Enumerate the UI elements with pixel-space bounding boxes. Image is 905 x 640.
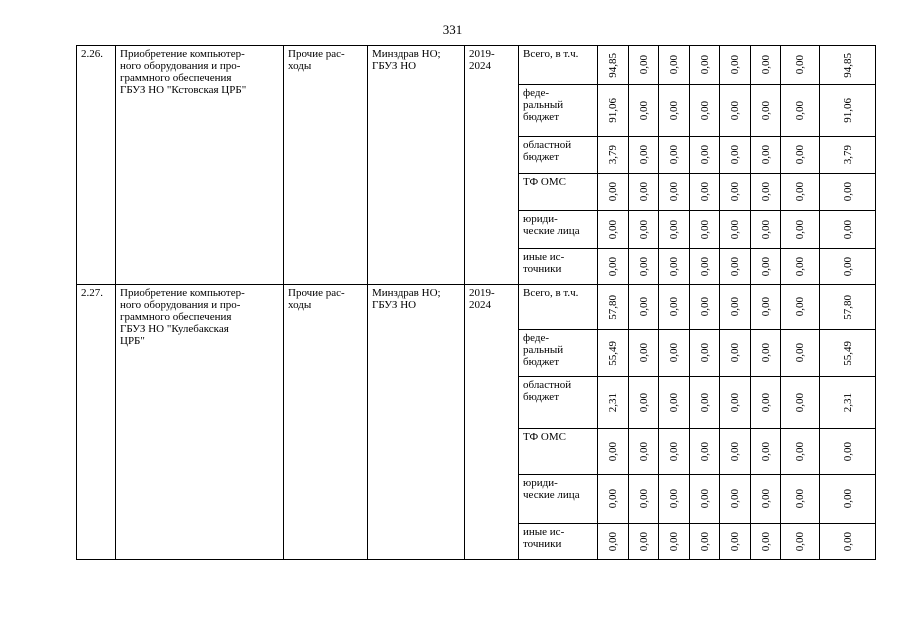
value-text: 0,00 [759,531,772,552]
value-cell [629,137,659,174]
source-label-line: точники [523,538,562,550]
value-text: 0,00 [794,182,806,202]
value-cell [659,249,690,285]
value-cell [598,211,629,249]
expense-type-line: Прочие рас- [288,287,345,299]
value-cell [820,285,876,330]
value-text: 0,00 [668,145,680,165]
item-number-cell [77,46,116,285]
period-line: 2019- [469,48,495,60]
value-cell [629,475,659,524]
item-number-line: 2.27. [81,287,103,299]
table-row [77,46,876,85]
value-cell [751,174,781,211]
value-cell [751,377,781,429]
value-cell [659,475,690,524]
value-cell [820,174,876,211]
value-cell [659,46,690,85]
value-text: 0,00 [759,297,772,317]
value-text: 0,00 [841,441,854,462]
source-label-line: феде- [523,332,550,344]
value-text: 0,00 [668,441,680,462]
value-text: 0,00 [759,489,772,509]
source-label-line: областной [523,379,572,391]
value-cell [629,249,659,285]
executor-cell [368,285,465,560]
item-number-line: 2.26. [81,48,103,60]
value-cell [820,46,876,85]
value-text: 0,00 [668,100,680,121]
source-label-cell [519,249,598,285]
value-text: 0,00 [698,100,711,121]
value-text: 0,00 [794,297,806,317]
table-row [77,285,876,330]
value-cell [751,524,781,560]
item-name-line: ГБУЗ НО "Кстовская ЦРБ" [120,84,247,96]
value-cell [781,377,820,429]
value-text: 0,00 [698,182,711,202]
value-cell [598,249,629,285]
value-cell [781,429,820,475]
value-cell [820,330,876,377]
value-cell [720,524,751,560]
value-cell [659,377,690,429]
value-text: 0,00 [637,145,650,165]
value-text: 0,00 [637,219,650,240]
value-cell [659,211,690,249]
source-label-cell [519,377,598,429]
value-cell [629,429,659,475]
value-cell [820,429,876,475]
value-text: 0,00 [729,392,741,413]
item-name-cell [116,285,284,560]
value-cell [598,330,629,377]
value-cell [690,524,720,560]
value-cell [720,211,751,249]
value-text: 0,00 [637,297,650,317]
value-text: 0,00 [637,531,650,552]
value-text: 55,49 [607,340,619,366]
source-label-line: юриди- [523,477,558,489]
value-text: 0,00 [668,256,680,277]
source-label-line: ТФ ОМС [523,431,566,443]
source-label-line: точники [523,263,562,275]
value-cell [690,137,720,174]
value-text: 0,00 [729,343,741,363]
item-name-cell [116,46,284,285]
value-cell [751,249,781,285]
value-cell [820,211,876,249]
value-text: 3,79 [607,145,619,165]
value-cell [781,46,820,85]
value-cell [781,137,820,174]
value-text: 0,00 [698,343,711,363]
value-text: 0,00 [759,441,772,462]
source-label-cell [519,211,598,249]
expense-type-line: Прочие рас- [288,48,345,60]
value-text: 0,00 [794,145,806,165]
value-cell [690,377,720,429]
value-cell [598,174,629,211]
source-label-line: иные ис- [523,526,565,538]
value-cell [659,85,690,137]
value-text: 0,00 [607,182,619,202]
value-text: 0,00 [637,256,650,277]
value-text: 0,00 [729,219,741,240]
value-text: 0,00 [668,343,680,363]
executor-line: ГБУЗ НО [372,60,417,72]
value-text: 57,80 [841,294,854,320]
value-text: 55,49 [841,340,854,366]
item-name-line: ГБУЗ НО "Кулебакская [120,323,229,335]
item-name-line: ЦРБ" [120,335,145,347]
value-cell [720,249,751,285]
value-text: 3,79 [841,145,854,165]
source-label-line: областной [523,139,572,151]
value-cell [751,46,781,85]
value-text: 0,00 [729,145,741,165]
value-cell [720,330,751,377]
value-text: 0,00 [729,531,741,552]
page-number: 331 [442,22,463,37]
item-name-line: Приобретение компьютер- [120,48,245,60]
expense-type-cell [284,285,368,560]
value-text: 0,00 [698,392,711,413]
value-text: 0,00 [668,55,680,75]
value-cell [598,137,629,174]
source-label-cell [519,174,598,211]
value-text: 0,00 [794,489,806,509]
value-cell [720,137,751,174]
source-label-cell [519,285,598,330]
source-label-line: феде- [523,87,550,99]
value-cell [781,85,820,137]
value-text: 0,00 [759,256,772,277]
value-cell [690,429,720,475]
executor-cell [368,46,465,285]
value-cell [598,377,629,429]
value-cell [598,285,629,330]
value-cell [659,285,690,330]
value-cell [690,174,720,211]
value-text: 0,00 [794,219,806,240]
source-label-line: ральный [523,99,564,111]
value-text: 0,00 [759,145,772,165]
value-text: 0,00 [607,256,619,277]
source-label-cell [519,46,598,85]
value-cell [659,174,690,211]
value-cell [820,249,876,285]
value-text: 0,00 [637,343,650,363]
source-label-line: бюджет [523,111,559,123]
value-cell [720,85,751,137]
value-text: 0,00 [759,55,772,75]
value-cell [820,85,876,137]
executor-line: Минздрав НО; [372,287,441,299]
value-text: 0,00 [841,256,854,277]
value-text: 0,00 [841,219,854,240]
value-text: 0,00 [794,55,806,75]
value-text: 0,00 [637,55,650,75]
source-label-line: иные ис- [523,251,565,263]
value-cell [629,85,659,137]
value-text: 0,00 [668,392,680,413]
value-text: 0,00 [607,219,619,240]
value-text: 0,00 [668,531,680,552]
value-text: 0,00 [759,219,772,240]
source-label-cell [519,330,598,377]
value-text: 0,00 [759,343,772,363]
value-text: 0,00 [759,182,772,202]
value-text: 0,00 [729,100,741,121]
expense-type-line: ходы [288,60,312,72]
value-cell [629,330,659,377]
value-text: 0,00 [668,489,680,509]
executor-line: ГБУЗ НО [372,299,417,311]
source-label-cell [519,429,598,475]
value-cell [690,211,720,249]
value-cell [720,174,751,211]
value-text: 94,85 [607,52,619,78]
value-text: 0,00 [841,182,854,202]
value-text: 0,00 [668,182,680,202]
value-cell [781,174,820,211]
period-line: 2019- [469,287,495,299]
value-text: 0,00 [794,100,806,121]
value-cell [690,85,720,137]
value-cell [659,524,690,560]
value-cell [820,524,876,560]
value-text: 0,00 [729,55,741,75]
value-text: 0,00 [637,392,650,413]
value-text: 0,00 [698,297,711,317]
source-label-line: юриди- [523,213,558,225]
source-label-line: бюджет [523,356,559,368]
program-table [76,45,876,560]
source-label-line: Всего, в т.ч. [523,287,579,299]
source-label-cell [519,475,598,524]
value-cell [820,137,876,174]
period-line: 2024 [469,60,491,72]
value-cell [659,137,690,174]
value-cell [629,174,659,211]
value-cell [720,475,751,524]
value-text: 2,31 [607,392,619,413]
value-cell [598,429,629,475]
value-text: 0,00 [637,489,650,509]
item-name-line: ного оборудования и про- [120,60,241,72]
value-cell [781,475,820,524]
value-text: 0,00 [668,219,680,240]
period-line: 2024 [469,299,491,311]
item-name-line: ного оборудования и про- [120,299,241,311]
source-label-cell [519,85,598,137]
value-text: 0,00 [794,343,806,363]
item-number-cell [77,285,116,560]
value-text: 0,00 [637,100,650,121]
value-cell [751,137,781,174]
expense-type-cell [284,46,368,285]
value-cell [690,285,720,330]
value-cell [629,46,659,85]
value-cell [781,249,820,285]
value-cell [629,285,659,330]
item-name-line: граммного обеспечения [120,311,232,323]
executor-line: Минздрав НО; [372,48,441,60]
table-body [77,46,876,560]
value-text: 0,00 [794,531,806,552]
value-text: 2,31 [841,392,854,413]
item-name-line: Приобретение компьютер- [120,287,245,299]
source-label-cell [519,137,598,174]
value-text: 91,06 [841,98,854,123]
period-cell [465,46,519,285]
value-cell [751,285,781,330]
source-label-line: ческие лица [523,225,580,237]
value-text: 0,00 [698,441,711,462]
source-label-line: ТФ ОМС [523,176,566,188]
value-cell [751,330,781,377]
value-text: 0,00 [794,392,806,413]
value-text: 0,00 [759,392,772,413]
value-text: 0,00 [729,182,741,202]
period-cell [465,285,519,560]
value-cell [690,330,720,377]
value-cell [720,46,751,85]
source-label-line: ральный [523,344,564,356]
value-cell [820,377,876,429]
value-text: 0,00 [698,531,711,552]
value-text: 0,00 [607,441,619,462]
value-cell [781,330,820,377]
value-cell [629,377,659,429]
value-text: 0,00 [729,297,741,317]
value-cell [781,211,820,249]
value-text: 91,06 [607,98,619,123]
value-text: 0,00 [698,219,711,240]
value-text: 0,00 [729,256,741,277]
value-text: 0,00 [698,489,711,509]
value-text: 0,00 [698,256,711,277]
value-cell [751,211,781,249]
value-cell [690,475,720,524]
value-cell [720,377,751,429]
value-cell [659,330,690,377]
value-cell [598,475,629,524]
value-cell [659,429,690,475]
value-text: 94,85 [841,52,854,78]
value-text: 0,00 [607,531,619,552]
expense-type-line: ходы [288,299,312,311]
value-text: 0,00 [607,489,619,509]
source-label-cell [519,524,598,560]
value-text: 0,00 [794,441,806,462]
source-label-line: бюджет [523,151,559,163]
source-label-line: Всего, в т.ч. [523,48,579,60]
value-cell [629,524,659,560]
value-text: 57,80 [607,294,619,320]
value-text: 0,00 [841,531,854,552]
source-label-line: ческие лица [523,489,580,501]
value-text: 0,00 [637,441,650,462]
value-cell [720,429,751,475]
value-text: 0,00 [841,489,854,509]
value-cell [690,46,720,85]
value-cell [751,429,781,475]
value-cell [629,211,659,249]
value-text: 0,00 [759,100,772,121]
value-text: 0,00 [637,182,650,202]
value-cell [751,475,781,524]
item-name-line: граммного обеспечения [120,72,232,84]
value-text: 0,00 [698,55,711,75]
value-text: 0,00 [729,441,741,462]
value-cell [598,46,629,85]
value-cell [720,285,751,330]
source-label-line: бюджет [523,391,559,403]
value-cell [751,85,781,137]
value-cell [781,285,820,330]
value-text: 0,00 [729,489,741,509]
value-cell [690,249,720,285]
value-text: 0,00 [698,145,711,165]
value-cell [820,475,876,524]
value-text: 0,00 [668,297,680,317]
value-cell [598,85,629,137]
value-cell [598,524,629,560]
value-text: 0,00 [794,256,806,277]
value-cell [781,524,820,560]
